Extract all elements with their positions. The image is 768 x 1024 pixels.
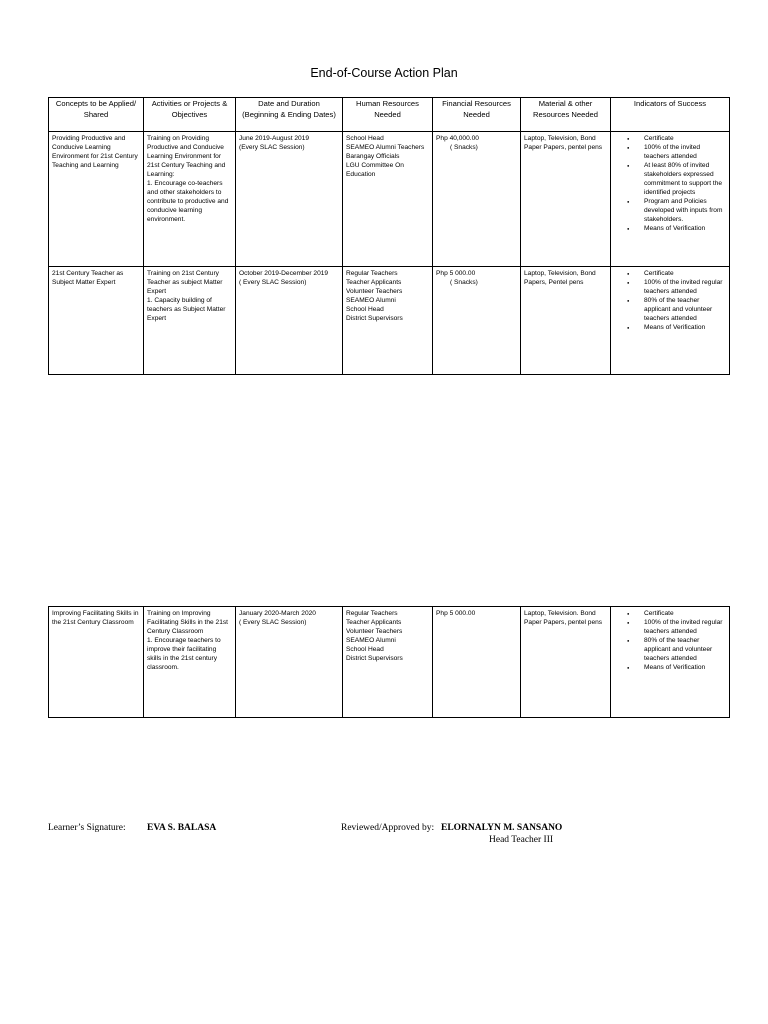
cell-date — [236, 607, 343, 718]
cell-human-resources-line: District Supervisors — [346, 315, 403, 322]
learner-name: EVA S. BALASA — [147, 823, 217, 833]
cell-activities — [144, 607, 236, 718]
cell-financial — [433, 607, 521, 718]
indicators-list — [614, 269, 726, 332]
indicator-item: ● Certificate — [644, 269, 726, 278]
cell-material-line: Laptop, Television, Bond Papers, Pentel pens — [524, 270, 596, 286]
indicator-item: ● 100% of the invited regular teachers attended — [644, 278, 726, 296]
cell-activities-line: Training on Improving Facilitating Skills in the 21st Century Classroom — [147, 610, 228, 635]
cell-financial — [433, 267, 521, 375]
cell-material — [521, 607, 611, 718]
cell-human-resources-line: LGU Committee On Education — [346, 162, 404, 178]
cell-human-resources-line: Barangay Officials — [346, 153, 400, 160]
indicators-list — [614, 134, 726, 233]
table-row — [49, 607, 730, 718]
indicator-item: ● 100% of the invited teachers attended — [644, 143, 726, 161]
cell-human-resources — [343, 607, 433, 718]
cell-human-resources-line: School Head — [346, 135, 384, 142]
cell-date — [236, 132, 343, 267]
cell-concept — [49, 607, 144, 718]
indicator-item: ● At least 80% of invited stakeholders expressed commitment to support the identified projects — [644, 161, 726, 197]
cell-indicators — [611, 132, 730, 267]
header-human-resources: Human Resources Needed — [343, 98, 433, 132]
cell-human-resources-line: Teacher Applicants — [346, 619, 402, 626]
cell-human-resources — [343, 267, 433, 375]
indicator-item: ● Means of Verification — [644, 224, 726, 233]
cell-activities-line: 1. Encourage co-teachers and other stakeholders to contribute to productive and conducive learning environment. — [147, 180, 229, 223]
cell-material — [521, 267, 611, 375]
cell-material-line: Laptop, Television. Bond Paper Papers, pentel pens — [524, 610, 603, 626]
cell-financial-line: Php 5 000.00 — [436, 610, 476, 617]
cell-human-resources-line: SEAMEO Alumni Teachers — [346, 144, 425, 151]
header-indicators: Indicators of Success — [611, 98, 730, 132]
indicator-item: ● Certificate — [644, 134, 726, 143]
cell-date-line: January 2020-March 2020 — [239, 610, 316, 617]
cell-human-resources-line: School Head — [346, 646, 384, 653]
indicator-item: ● Program and Policies developed with inputs from stakeholders. — [644, 197, 726, 224]
cell-financial-line: ( Snacks) — [450, 144, 478, 151]
cell-concept — [49, 132, 144, 267]
cell-human-resources-line: Teacher Applicants — [346, 279, 402, 286]
cell-concept — [49, 267, 144, 375]
cell-financial-line: Php 40,000.00 — [436, 135, 479, 142]
indicators-list — [614, 609, 726, 672]
cell-human-resources-line: Volunteer Teachers — [346, 628, 403, 635]
table-header-row — [49, 98, 730, 132]
cell-human-resources-line: District Supervisors — [346, 655, 403, 662]
cell-date-line: (Every SLAC Session) — [239, 144, 305, 151]
cell-human-resources-line: School Head — [346, 306, 384, 313]
reviewer-title: Head Teacher III — [489, 835, 554, 845]
cell-activities-line: 1. Capacity building of teachers as Subject Matter Expert — [147, 297, 226, 322]
indicator-item: ● Means of Verification — [644, 323, 726, 332]
learner-signature-label: Learner’s Signature: — [48, 823, 126, 833]
header-concepts: Concepts to be Applied/ Shared — [49, 98, 144, 132]
cell-financial-line: Php 5 000.00 — [436, 270, 476, 277]
cell-date-line: ( Every SLAC Session) — [239, 619, 307, 626]
cell-indicators — [611, 267, 730, 375]
cell-activities-line: Training on 21st Century Teacher as subject Matter Expert — [147, 270, 223, 295]
cell-human-resources-line: Regular Teachers — [346, 610, 398, 617]
indicator-item: ● 80% of the teacher applicant and volunteer teachers attended — [644, 296, 726, 323]
page-title: End-of-Course Action Plan — [310, 66, 458, 80]
cell-material-line: Laptop, Television, Bond Paper Papers, pentel pens — [524, 135, 603, 151]
header-date-duration: Date and Duration (Beginning & Ending Dates) — [236, 98, 343, 132]
table-row — [49, 132, 730, 267]
indicator-item: ● Means of Verification — [644, 663, 726, 672]
cell-date-line: June 2019-August 2019 — [239, 135, 310, 142]
cell-activities-line: Training on Providing Productive and Conducive Learning Environment for 21st Century Teaching and Learning: — [147, 135, 226, 178]
cell-concept-line: Improving Facilitating Skills in the 21st Century Classroom — [52, 610, 139, 626]
cell-indicators — [611, 607, 730, 718]
cell-human-resources-line: Volunteer Teachers — [346, 288, 403, 295]
cell-activities — [144, 132, 236, 267]
cell-financial — [433, 132, 521, 267]
indicator-item: ● 100% of the invited regular teachers attended — [644, 618, 726, 636]
cell-date — [236, 267, 343, 375]
reviewed-by-label: Reviewed/Approved by: — [341, 823, 435, 833]
header-financial-resources: Financial Resources Needed — [433, 98, 521, 132]
indicator-item: ● Certificate — [644, 609, 726, 618]
cell-concept-line: Providing Productive and Conducive Learning Environment for 21st Century Teaching and Learning — [52, 135, 138, 169]
cell-human-resources-line: Regular Teachers — [346, 270, 398, 277]
cell-activities — [144, 267, 236, 375]
cell-date-line: October 2019-December 2019 — [239, 270, 329, 277]
action-plan-table — [48, 97, 730, 375]
indicator-item: ● 80% of the teacher applicant and volunteer teachers attended — [644, 636, 726, 663]
action-plan-table-continued — [48, 606, 730, 718]
cell-human-resources-line: SEAMEO Alumni — [346, 637, 396, 644]
reviewer-name: ELORNALYN M. SANSANO — [441, 823, 563, 833]
table-row — [49, 267, 730, 375]
cell-material — [521, 132, 611, 267]
cell-human-resources-line: SEAMEO Alumni — [346, 297, 396, 304]
cell-human-resources — [343, 132, 433, 267]
cell-date-line: ( Every SLAC Session) — [239, 279, 307, 286]
header-activities: Activities or Projects & Objectives — [144, 98, 236, 132]
cell-financial-line: ( Snacks) — [450, 279, 478, 286]
cell-concept-line: 21st Century Teacher as Subject Matter Expert — [52, 270, 124, 286]
cell-activities-line: 1. Encourage teachers to improve their facilitating skills in the 21st century classroom. — [147, 637, 221, 671]
header-material-resources: Material & other Resources Needed — [521, 98, 611, 132]
